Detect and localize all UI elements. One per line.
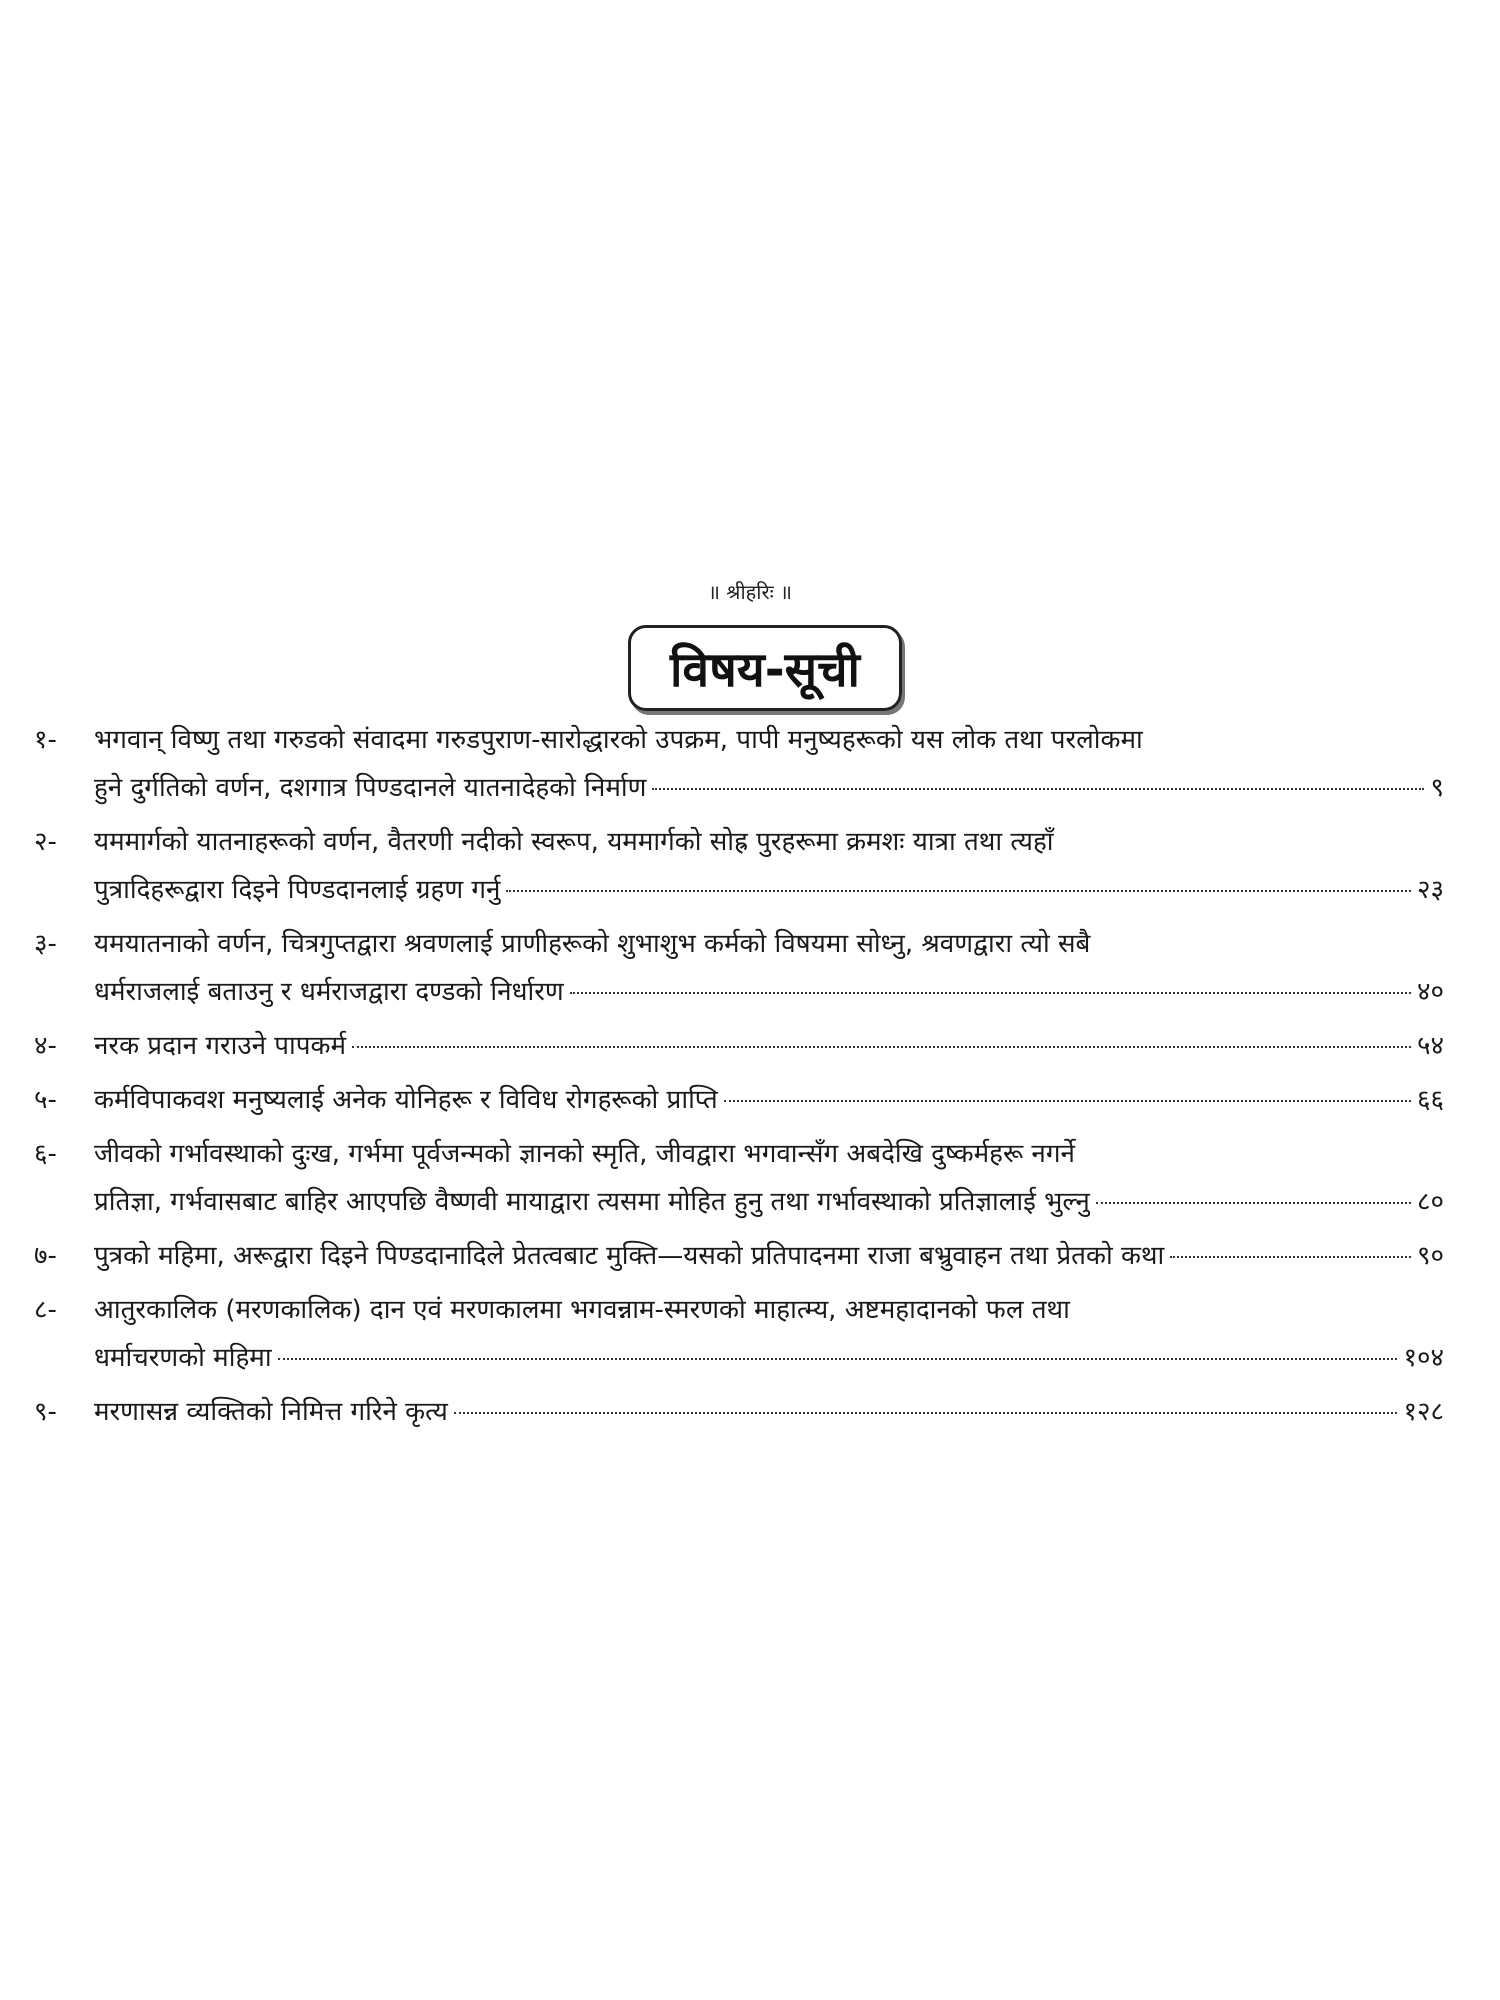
toc-entry-number: ३- bbox=[34, 929, 57, 959]
toc-entry-number: ७- bbox=[34, 1241, 57, 1271]
toc-page-number: १२८ bbox=[1403, 1397, 1444, 1427]
toc-page-number: ४० bbox=[1416, 977, 1444, 1007]
toc-page-number: ९० bbox=[1416, 1241, 1444, 1271]
toc-entry-text: यममार्गको यातनाहरूको वर्णन, वैतरणी नदीको स्वरूप, यममार्गको सोह्र पुरहरूमा क्रमशः यात्रा तथा त्यहाँ bbox=[94, 827, 1054, 857]
toc-entry-1[interactable] bbox=[34, 716, 1444, 812]
toc-entry-5[interactable] bbox=[34, 1076, 1444, 1124]
dot-leader bbox=[1096, 1202, 1411, 1204]
toc-entry-text: कर्मविपाकवश मनुष्यलाई अनेक योनिहरू र विविध रोगहरूको प्राप्ति bbox=[94, 1085, 718, 1115]
toc-entry-text: धर्मराजलाई बताउनु र धर्मराजद्वारा दण्डको निर्धारण bbox=[94, 977, 564, 1007]
toc-entry-number: ८- bbox=[34, 1295, 57, 1325]
toc-entry-text: प्रतिज्ञा, गर्भवासबाट बाहिर आएपछि वैष्णवी मायाद्वारा त्यसमा मोहित हुनु तथा गर्भावस्थाको प्रतिज्ञालाई भुल्नु bbox=[94, 1187, 1090, 1217]
dot-leader bbox=[506, 890, 1411, 892]
toc-page-number: ९ bbox=[1430, 773, 1444, 803]
toc-entry-text: यमयातनाको वर्णन, चित्रगुप्तद्वारा श्रवणलाई प्राणीहरूको शुभाशुभ कर्मको विषयमा सोध्नु, श्रवणद्वारा त्यो सबै bbox=[94, 929, 1091, 959]
toc-entry-text: जीवको गर्भावस्थाको दुःख, गर्भमा पूर्वजन्मको ज्ञानको स्मृति, जीवद्वारा भगवान्सँग अबदेखि दुष्कर्महरू नगर्ने bbox=[94, 1139, 1075, 1169]
toc-entry-3[interactable] bbox=[34, 920, 1444, 1016]
dot-leader bbox=[652, 788, 1424, 790]
dot-leader bbox=[278, 1358, 1398, 1360]
invocation-text: ॥ श्रीहरिः ॥ bbox=[707, 580, 793, 604]
toc-entry-9[interactable] bbox=[34, 1388, 1444, 1436]
toc-entry-text: भगवान् विष्णु तथा गरुडको संवादमा गरुडपुराण-सारोद्धारको उपक्रम, पापी मनुष्यहरूको यस लोक तथा परलोकमा bbox=[94, 725, 1143, 755]
toc-entry-6[interactable] bbox=[34, 1130, 1444, 1226]
toc-entry-number: १- bbox=[34, 725, 57, 755]
toc-page-number: २३ bbox=[1416, 875, 1444, 905]
dot-leader bbox=[352, 1046, 1411, 1048]
toc-entry-text: हुने दुर्गतिको वर्णन, दशगात्र पिण्डदानले यातनादेहको निर्माण bbox=[94, 773, 647, 803]
dot-leader bbox=[454, 1412, 1398, 1414]
toc-page-number: ८० bbox=[1416, 1187, 1444, 1217]
toc-entry-4[interactable] bbox=[34, 1022, 1444, 1070]
toc-entry-number: ९- bbox=[34, 1397, 57, 1427]
dot-leader bbox=[1170, 1256, 1411, 1258]
toc-entry-number: ४- bbox=[34, 1031, 57, 1061]
page-title: विषय-सूची bbox=[628, 625, 902, 711]
dot-leader bbox=[570, 992, 1411, 994]
toc-entry-text: पुत्रादिहरूद्वारा दिइने पिण्डदानलाई ग्रहण गर्नु bbox=[94, 875, 501, 905]
toc-entry-text: मरणासन्न व्यक्तिको निमित्त गरिने कृत्य bbox=[94, 1397, 448, 1427]
table-of-contents bbox=[34, 716, 1444, 1442]
toc-entry-2[interactable] bbox=[34, 818, 1444, 914]
dot-leader bbox=[724, 1100, 1411, 1102]
toc-entry-8[interactable] bbox=[34, 1286, 1444, 1382]
toc-page-number: १०४ bbox=[1403, 1343, 1444, 1373]
toc-entry-number: ५- bbox=[34, 1085, 57, 1115]
toc-entry-text: नरक प्रदान गराउने पापकर्म bbox=[94, 1031, 347, 1061]
toc-entry-text: पुत्रको महिमा, अरूद्वारा दिइने पिण्डदानादिले प्रेतत्वबाट मुक्ति—यसको प्रतिपादनमा राजा बभ्रुवाहन तथा प्रेतको कथा bbox=[94, 1241, 1165, 1271]
toc-entry-number: २- bbox=[34, 827, 57, 857]
toc-page-number: ६६ bbox=[1416, 1085, 1444, 1115]
toc-entry-number: ६- bbox=[34, 1139, 57, 1169]
toc-entry-text: धर्माचरणको महिमा bbox=[94, 1343, 272, 1373]
toc-entry-text: आतुरकालिक (मरणकालिक) दान एवं मरणकालमा भगवन्नाम-स्मरणको माहात्म्य, अष्टमहादानको फल तथा bbox=[94, 1295, 1070, 1325]
toc-page-number: ५४ bbox=[1416, 1031, 1444, 1061]
toc-entry-7[interactable] bbox=[34, 1232, 1444, 1280]
